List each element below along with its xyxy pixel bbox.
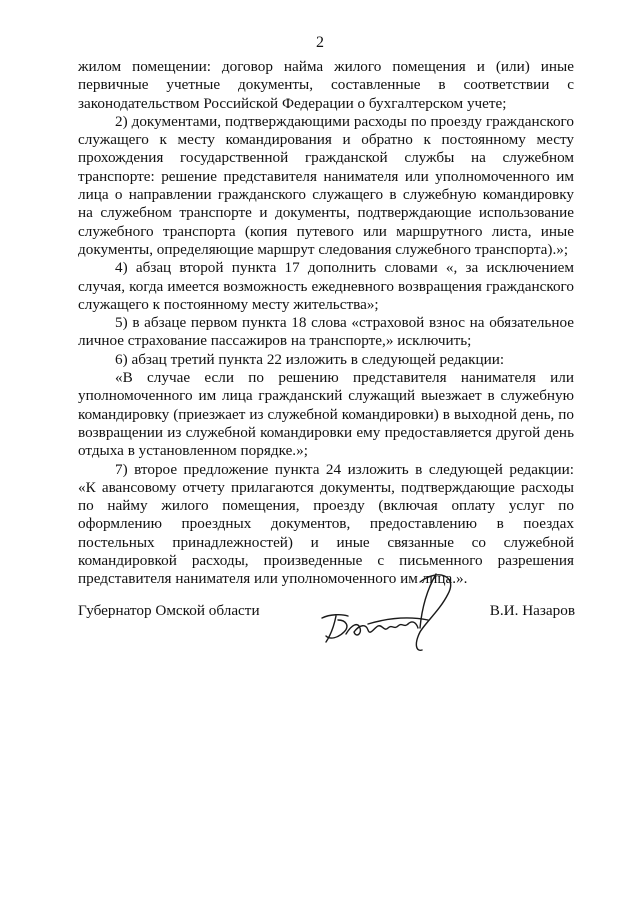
paragraph-item-2: 2) документами, подтверждающими расходы по проезду гражданского служащего к месту командирования и обратно к постоянному месту прохождения государственной гражданской службы на служебном транспорте: решение представителя нанимателя или уполномоченного им лица о направлении гражданского служащего в служебную командировку на служебном транспорте и документы, подтверждающие использование служебного транспорта (копия путевого или маршрутного листа, иные документы, определяющие маршрут следования служебного транспорта).»; bbox=[78, 112, 574, 258]
paragraph-item-7: 7) второе предложение пункта 24 изложить в следующей редакции: «К авансовому отчету прилагаются документы, подтверждающие расходы по найму жилого помещения, проезду (включая оплату услуг по оформлению проездных документов, предоставлению в поездах постельных принадлежностей) и иные связанные со служебной командировкой расходы, произведенные с письменного разрешения представителя нанимателя или уполномоченного им лица.». bbox=[78, 460, 574, 588]
paragraph-item-6: 6) абзац третий пункта 22 изложить в следующей редакции: bbox=[115, 350, 505, 368]
document-body bbox=[78, 58, 574, 589]
signatory-name: В.И. Назаров bbox=[489, 602, 575, 619]
page-number: 2 bbox=[316, 34, 324, 51]
paragraph-continuation: жилом помещении: договор найма жилого помещения и (или) иные первичные учетные документы, составленные в соответствии с законодательством Российской Федерации о бухгалтерском учете; bbox=[78, 58, 574, 112]
handwritten-signature bbox=[308, 570, 468, 660]
paragraph-item-6-quote: «В случае если по решению представителя нанимателя или уполномоченного им лица гражданский служащий выезжает в служебную командировку (приезжает из служебной командировки) в выходной день, по возвращении из служебной командировки ему предоставляется другой день отдыха в установленном порядке.»; bbox=[78, 369, 574, 460]
paragraph-item-4: 4) абзац второй пункта 17 дополнить словами «, за исключением случая, когда имеется возможность ежедневного возвращения гражданского служащего к постоянному месту жительства»; bbox=[78, 259, 574, 313]
paragraph-item-5: 5) в абзаце первом пункта 18 слова «страховой взнос на обязательное личное страхование пассажиров на транспорте,» исключить; bbox=[78, 314, 574, 350]
signatory-title: Губернатор Омской области bbox=[78, 602, 260, 619]
signature-block bbox=[78, 598, 575, 658]
